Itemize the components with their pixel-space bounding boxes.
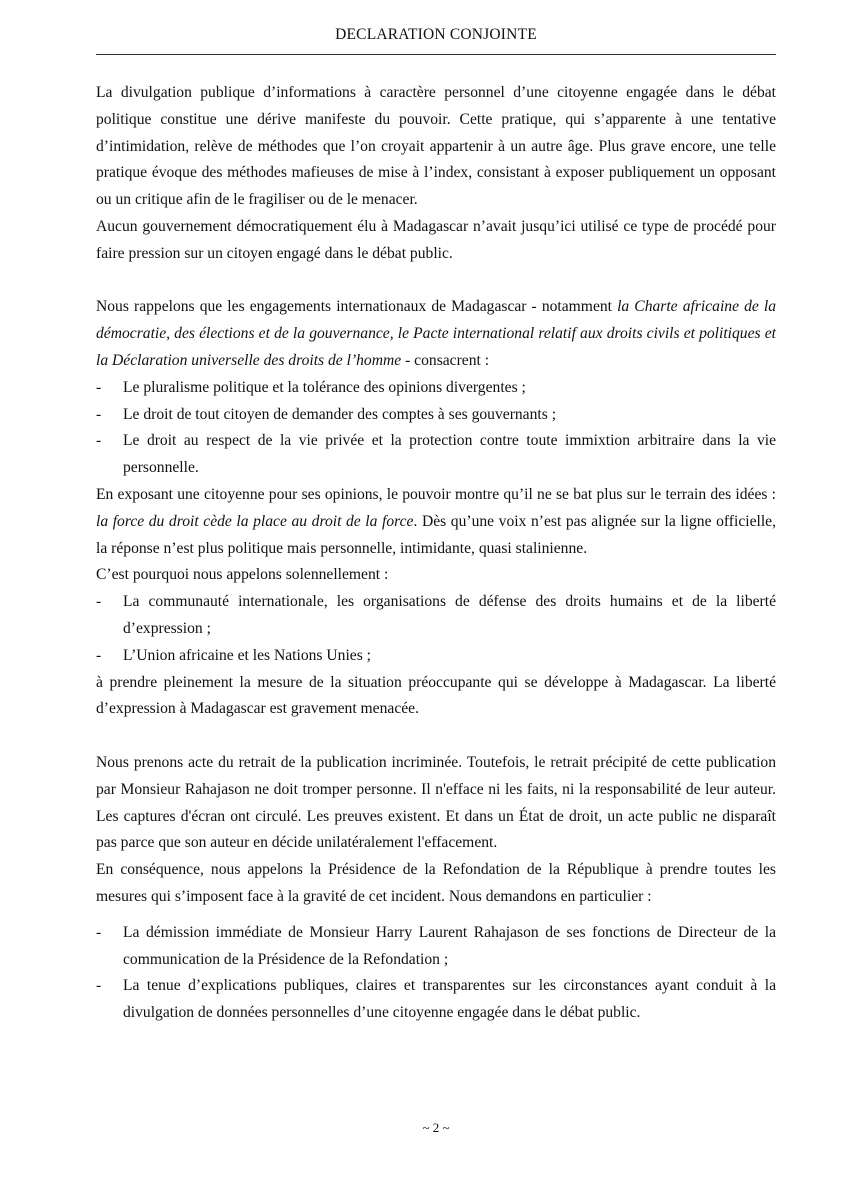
- list-item: [96, 375, 776, 402]
- list-item-text: La démission immédiate de Monsieur Harry Laurent Rahajason de ses fonctions de Directeur de la communication de la Présidence de la Refondation ;: [123, 923, 776, 968]
- paragraph-spacer: [96, 723, 776, 750]
- paragraph-3-text: Nous rappelons que les engagements internationaux de Madagascar - notamment: [96, 298, 618, 316]
- document-header-title: DECLARATION CONJOINTE: [335, 26, 537, 43]
- bullet-dash: -: [96, 923, 102, 941]
- list-item-text: L’Union africaine et les Nations Unies ;: [123, 646, 371, 664]
- list-item: [96, 589, 776, 643]
- paragraph-1: La divulgation publique d’informations à caractère personnel d’une citoyenne engagée dans le débat politique constitue une dérive manifeste du pouvoir. Cette pratique, qui s’apparente à une tentative d’intimidation, relève de méthodes que l’on croyait appartenir à un autre âge. Plus grave encore, une telle pratique évoque des méthodes mafieuses de mise à l’index, consistant à exposer publiquement un opposant ou un critique afin de le fragiliser ou de le menacer.: [96, 84, 776, 209]
- paragraph-spacer: [96, 268, 776, 295]
- list-item-text: La communauté internationale, les organisations de défense des droits humains et de la liberté d’expression ;: [123, 593, 776, 637]
- bullet-dash: -: [96, 593, 102, 611]
- list-item-text: Le droit de tout citoyen de demander des comptes à ses gouvernants ;: [123, 405, 557, 423]
- page-number: ~ 2 ~: [422, 1120, 450, 1135]
- header-divider: [96, 54, 776, 55]
- list-item-text: Le pluralisme politique et la tolérance des opinions divergentes ;: [123, 378, 526, 396]
- rights-list: [96, 375, 776, 482]
- list-item: [96, 643, 776, 670]
- paragraph-7: Nous prenons acte du retrait de la publication incriminée. Toutefois, le retrait précipité de cette publication par Monsieur Rahajason ne doit tromper personne. Il n'efface ni les faits, ni la responsabilité de leur auteur. Les captures d'écran ont circulé. Les preuves existent. Et dans un État de droit, un acte public ne disparaît pas parce que son auteur en décide unilatéralement l'effacement.: [96, 753, 776, 852]
- list-item: [96, 920, 776, 974]
- appeal-list: [96, 589, 776, 669]
- paragraph-5: C’est pourquoi nous appelons solennellement :: [96, 566, 389, 584]
- list-spacer: [96, 911, 776, 920]
- document-body: [96, 80, 776, 1027]
- paragraph-4-text: En exposant une citoyenne pour ses opinions, le pouvoir montre qu’il ne se bat plus sur le terrain des idées :: [96, 485, 776, 503]
- bullet-dash: -: [96, 405, 102, 423]
- bullet-dash: -: [96, 432, 102, 450]
- paragraph-3-end: - consacrent :: [401, 351, 490, 369]
- bullet-dash: -: [96, 378, 102, 396]
- list-item: [96, 428, 776, 482]
- paragraph-4: [96, 482, 776, 562]
- paragraph-6: à prendre pleinement la mesure de la situation préoccupante qui se développe à Madagascar. La liberté d’expression à Madagascar est gravement menacée.: [96, 673, 776, 718]
- paragraph-8: En conséquence, nous appelons la Présidence de la Refondation de la République à prendre toutes les mesures qui s’imposent face à la gravité de cet incident. Nous demandons en particulier :: [96, 861, 776, 905]
- bullet-dash: -: [96, 977, 102, 995]
- list-item-text: Le droit au respect de la vie privée et la protection contre toute immixtion arbitraire dans la vie personnelle.: [123, 432, 776, 477]
- paragraph-4-italic: la force du droit cède la place au droit de la force: [96, 512, 414, 530]
- demands-list: [96, 920, 776, 1027]
- paragraph-3-italic: la Charte africaine de la démocratie, des élections et de la gouvernance, le Pacte international relatif aux droits civils et politiques et la Déclaration universelle des droits de l’homme: [96, 298, 777, 369]
- list-item: [96, 973, 776, 1027]
- list-item-text: La tenue d’explications publiques, claires et transparentes sur les circonstances ayant conduit à la divulgation de données personnelles d’une citoyenne engagée dans le débat public.: [123, 977, 776, 1022]
- paragraph-2: Aucun gouvernement démocratiquement élu à Madagascar n’avait jusqu’ici utilisé ce type de procédé pour faire pression sur un citoyen engagé dans le débat public.: [96, 217, 776, 262]
- list-item: [96, 402, 776, 429]
- bullet-dash: -: [96, 646, 102, 664]
- paragraph-4-end: . Dès qu’une voix n’est pas alignée sur la ligne officielle, la réponse n’est plus politique mais personnelle, intimidante, quasi stalinienne.: [96, 512, 776, 557]
- paragraph-3: [96, 294, 776, 374]
